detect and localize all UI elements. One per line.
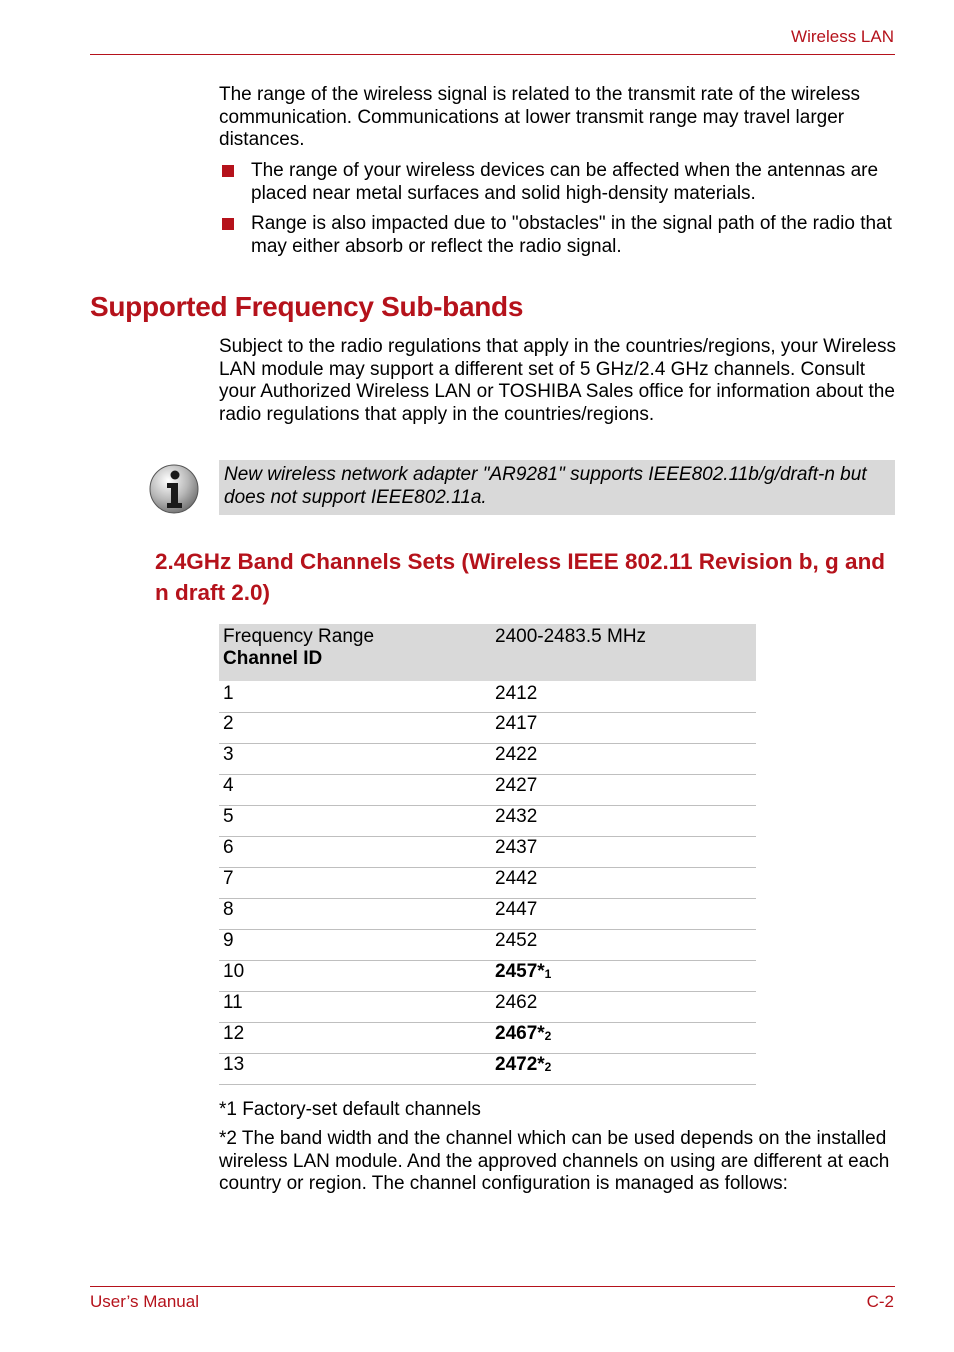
footer-divider [90, 1286, 895, 1287]
table-header-frequency: 2400-2483.5 MHz [491, 624, 756, 681]
header-channel-id-label: Channel ID [223, 648, 323, 669]
channel-id-cell: 3 [219, 743, 491, 774]
footnote-marker: 2 [544, 1028, 552, 1043]
table-row [219, 836, 756, 867]
bullet-square-icon [222, 218, 234, 230]
bullet-text: The range of your wireless devices can be affected when the antennas are placed near metal surfaces and solid high-density materials. [251, 160, 879, 204]
channel-id-cell: 8 [219, 898, 491, 929]
frequency-value: 2442 [495, 867, 538, 889]
channel-id-cell: 5 [219, 805, 491, 836]
channel-id-cell: 11 [219, 991, 491, 1022]
table-row [219, 681, 756, 712]
list-item [219, 160, 899, 205]
table-row [219, 898, 756, 929]
frequency-cell [491, 991, 756, 1022]
frequency-value: 2462 [495, 991, 538, 1013]
channel-id-cell: 12 [219, 1022, 491, 1053]
section-heading: Supported Frequency Sub-bands [90, 291, 524, 322]
table-row [219, 867, 756, 898]
list-item [219, 213, 899, 258]
header-divider [90, 54, 895, 55]
footnote-marker: 1 [544, 966, 552, 981]
table-header-channel [219, 624, 491, 681]
channel-id-cell: 10 [219, 960, 491, 991]
footnote-marker: 2 [544, 1059, 552, 1074]
frequency-cell [491, 929, 756, 960]
frequency-value: 2417 [495, 712, 538, 734]
frequency-cell [491, 867, 756, 898]
table-row [219, 1022, 756, 1053]
note-text: New wireless network adapter "AR9281" supports IEEE802.11b/g/draft-n but does not support IEEE802.11a. [224, 464, 867, 508]
header-section-title: Wireless LAN [791, 27, 894, 46]
section-paragraph: Subject to the radio regulations that apply in the countries/regions, your Wireless LAN module may support a different set of 5 GHz/2.4 GHz channels. Consult your Authorized Wireless LAN or TOSHIBA Sales office for information about the radio regulations that apply in the countries/regions. [219, 336, 896, 425]
table-row [219, 805, 756, 836]
footer-page-number: C-2 [866, 1292, 894, 1311]
info-icon [148, 463, 200, 515]
frequency-value: 2447 [495, 898, 538, 920]
table-row [219, 960, 756, 991]
header-frequency-range-label: Frequency Range [223, 626, 375, 647]
frequency-value: 2422 [495, 743, 538, 765]
footnote-1: *1 Factory-set default channels [219, 1099, 481, 1120]
frequency-cell [491, 774, 756, 805]
frequency-value: 2452 [495, 929, 538, 951]
frequency-cell [491, 1022, 756, 1053]
frequency-cell [491, 898, 756, 929]
channel-id-cell: 9 [219, 929, 491, 960]
table-row [219, 991, 756, 1022]
bullet-text: Range is also impacted due to "obstacles" in the signal path of the radio that may either absorb or reflect the radio signal. [251, 213, 892, 257]
intro-bullet-list [219, 160, 899, 266]
table-row [219, 929, 756, 960]
channel-id-cell: 4 [219, 774, 491, 805]
frequency-value: 2427 [495, 774, 538, 796]
frequency-cell [491, 681, 756, 712]
channel-table [219, 624, 756, 1085]
table-row [219, 774, 756, 805]
frequency-value: 2432 [495, 805, 538, 827]
channel-id-cell: 6 [219, 836, 491, 867]
table-row [219, 1053, 756, 1084]
channel-id-cell: 7 [219, 867, 491, 898]
frequency-cell [491, 836, 756, 867]
frequency-cell [491, 1053, 756, 1084]
frequency-value: 2437 [495, 836, 538, 858]
note-box [219, 460, 895, 515]
table-header-row [219, 624, 756, 681]
subsection-heading: 2.4GHz Band Channels Sets (Wireless IEEE 802.11 Revision b, g and n draft 2.0) [155, 549, 886, 605]
channel-id-cell: 2 [219, 712, 491, 743]
table-row [219, 712, 756, 743]
footer-manual-title: User’s Manual [90, 1292, 199, 1311]
channel-id-cell: 13 [219, 1053, 491, 1084]
frequency-value: 2472* [495, 1053, 545, 1075]
frequency-value: 2412 [495, 683, 538, 704]
frequency-value: 2457* [495, 960, 545, 982]
frequency-cell [491, 805, 756, 836]
frequency-cell [491, 743, 756, 774]
intro-paragraph: The range of the wireless signal is related to the transmit rate of the wireless communication. Communications at lower transmit range may travel larger distances. [219, 84, 861, 150]
bullet-square-icon [222, 165, 234, 177]
frequency-cell [491, 960, 756, 991]
frequency-cell [491, 712, 756, 743]
footnote-2: *2 The band width and the channel which can be used depends on the installed wireless LAN module. And the approved channels on using are different at each country or region. The channel configuration is managed as follows: [219, 1128, 890, 1194]
frequency-value: 2467* [495, 1022, 545, 1044]
channel-id-cell: 1 [219, 681, 491, 712]
table-row [219, 743, 756, 774]
